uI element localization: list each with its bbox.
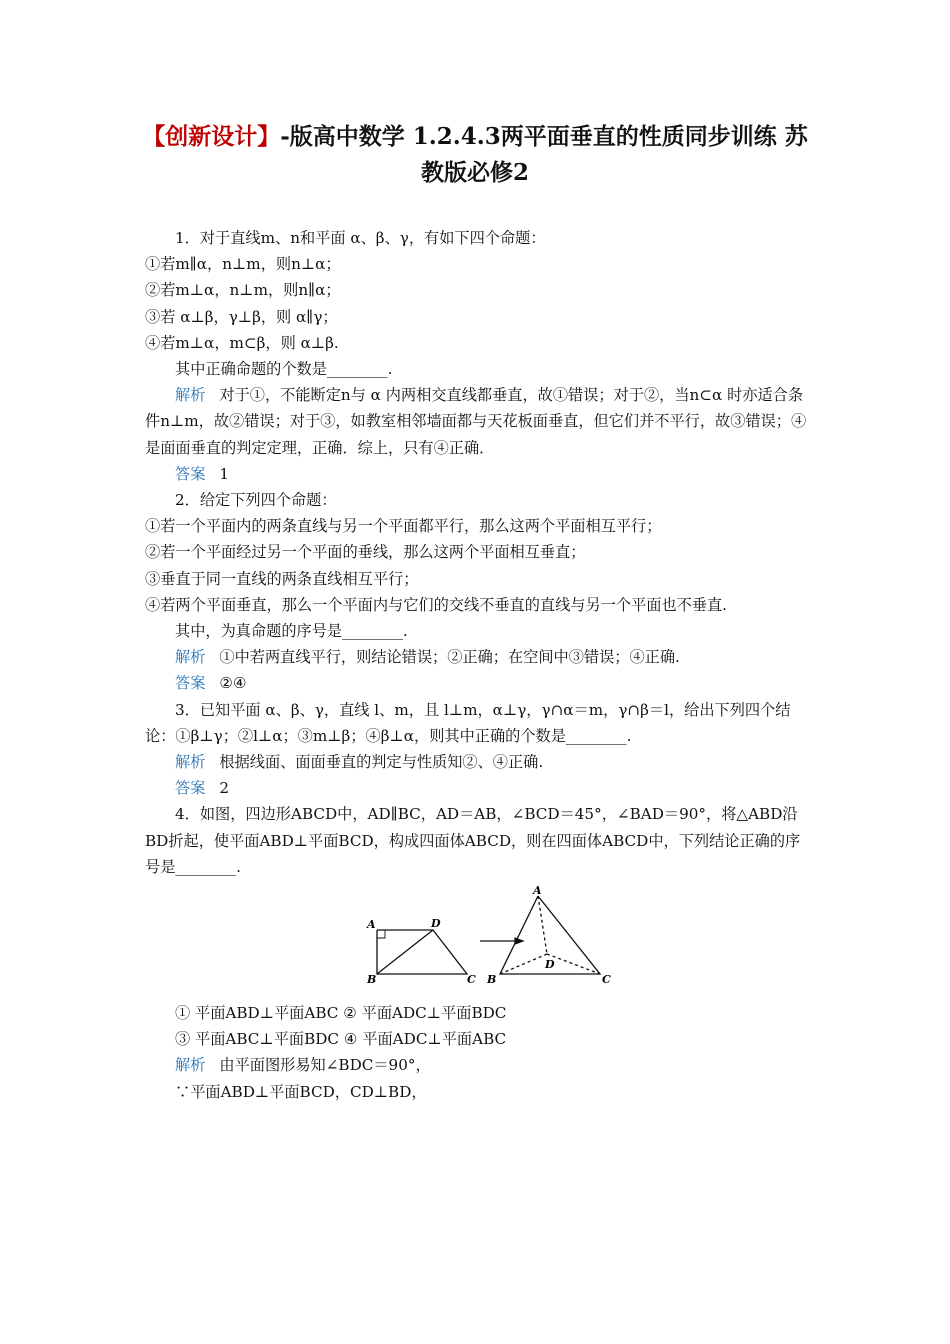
q2-analysis [145, 644, 810, 670]
q4-options-row-2: ③ 平面ABC⊥平面BDC ④ 平面ADC⊥平面ABC [175, 1030, 507, 1049]
q1-item-3: ③若 α⊥β，γ⊥β，则 α∥γ； [145, 307, 338, 326]
q1-analysis-text: 对于①，不能断定n与 α 内两相交直线都垂直，故①错误；对于②，当n⊂α 时亦适合条件n⊥m，故②错误；对于③，如教室相邻墙面都与天花板面垂直，但它们并不平行，故③错误；④是面面垂直的判定定理，正确．综上，只有④正确． [145, 386, 807, 457]
title-bracket: 【创新设计】 [142, 123, 281, 150]
q1-question: 其中正确命题的个数是________. [175, 360, 393, 379]
q2-item-3: ③垂直于同一直线的两条直线相互平行； [145, 569, 419, 588]
q1-answer [145, 461, 810, 487]
q3-analysis-text: 根据线面、面面垂直的判定与性质知②、④正确. [219, 753, 544, 772]
analysis-label: 解析 [175, 1056, 206, 1075]
label-b-tetra: B [487, 973, 497, 987]
label-b-planar: B [367, 973, 377, 987]
q2-analysis-text: ①中若两直线平行，则结论错误；②正确；在空间中③错误；④正确. [219, 648, 680, 667]
label-c-planar: C [467, 973, 476, 987]
q1-item-1: ①若m∥α，n⊥m，则n⊥α； [145, 255, 341, 274]
document-body [145, 225, 810, 1105]
q4-stem: 4．如图，四边形ABCD中，AD∥BC，AD＝AB，∠BCD＝45°，∠BAD＝90°，将△ABD沿BD折起，使平面ABD⊥平面BCD，构成四面体ABCD，则在四面体ABCD中，下列结论正确的序号是________. [145, 805, 801, 876]
label-c-tetra: C [602, 973, 611, 987]
q3-answer-value: 2 [219, 779, 230, 798]
planar-quadrilateral [377, 930, 467, 974]
document-title [100, 119, 850, 191]
edge-bd [500, 954, 547, 974]
answer-label: 答案 [175, 779, 206, 798]
label-a-planar: A [367, 918, 376, 932]
title-text-line2: 教版必修2 [420, 159, 529, 186]
q2-stem: 2．给定下列四个命题： [175, 491, 337, 510]
q3-answer [145, 775, 810, 801]
q1-analysis [145, 382, 810, 461]
q2-item-1: ①若一个平面内的两条直线与另一个平面都平行，那么这两个平面相互平行； [145, 517, 662, 536]
label-a-tetra: A [533, 886, 542, 898]
answer-label: 答案 [175, 464, 206, 483]
q1-answer-value: 1 [219, 464, 230, 483]
q4-figure [145, 886, 810, 996]
label-d-planar: D [431, 917, 441, 931]
q2-answer [145, 670, 810, 696]
quad-outline [377, 930, 467, 974]
analysis-label: 解析 [175, 648, 206, 667]
q4-analysis-text: 由平面图形易知∠BDC＝90°， [219, 1056, 431, 1075]
answer-label: 答案 [175, 674, 206, 693]
label-d-tetra: D [545, 958, 555, 972]
title-text-line1: -版高中数学 1.2.4.3两平面垂直的性质同步训练 苏 [280, 123, 808, 150]
q4-options-row-1: ① 平面ABD⊥平面ABC ② 平面ADC⊥平面BDC [175, 1004, 507, 1023]
q4-analysis [145, 1052, 810, 1078]
q1-item-2: ②若m⊥α，n⊥m，则n∥α； [145, 281, 341, 300]
q4-analysis-line2: ∵平面ABD⊥平面BCD，CD⊥BD， [175, 1082, 427, 1101]
q2-item-2: ②若一个平面经过另一个平面的垂线，那么这两个平面相互垂直； [145, 543, 586, 562]
right-angle-mark [377, 930, 385, 938]
q2-item-4: ④若两个平面垂直，那么一个平面内与它们的交线不垂直的直线与另一个平面也不垂直. [145, 595, 727, 614]
q3-stem: 3．已知平面 α、β、γ，直线 l、m，且 l⊥m，α⊥γ，γ∩α＝m，γ∩β＝l，给出下列四个结论：①β⊥γ；②l⊥α；③m⊥β；④β⊥α，则其中正确的个数是________. [145, 700, 791, 745]
q2-answer-value: ②④ [219, 674, 247, 693]
q1-item-4: ④若m⊥α，m⊂β，则 α⊥β. [145, 333, 339, 352]
tetrahedron-figure [365, 886, 625, 996]
analysis-label: 解析 [175, 753, 206, 772]
q2-question: 其中，为真命题的序号是________. [175, 622, 408, 641]
q3-analysis [145, 749, 810, 775]
analysis-label: 解析 [175, 386, 206, 405]
q1-stem: 1．对于直线m、n和平面 α、β、γ，有如下四个命题： [175, 229, 546, 247]
